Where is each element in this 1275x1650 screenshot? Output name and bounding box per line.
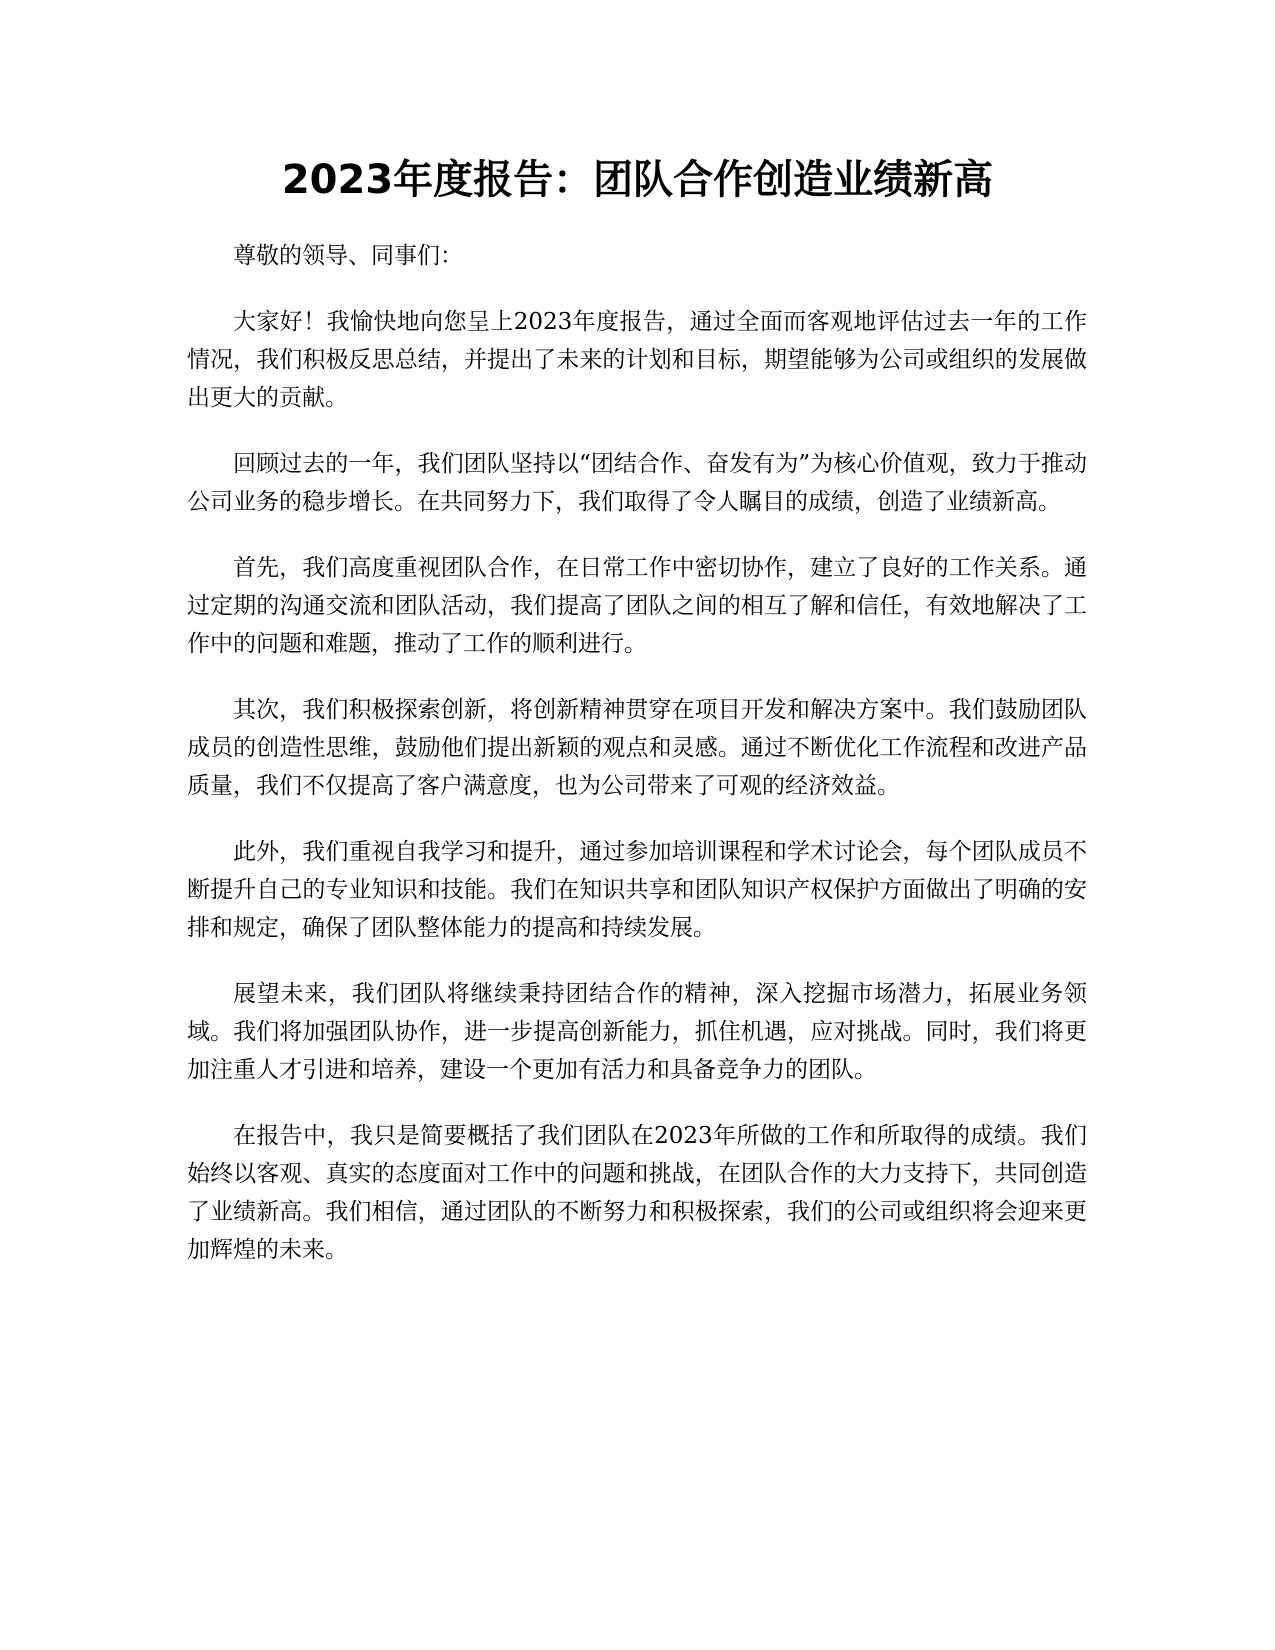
- body-paragraph: 展望未来，我们团队将继续秉持团结合作的精神，深入挖掘市场潜力，拓展业务领域。我们将加强团队协作，进一步提高创新能力，抓住机遇，应对挑战。同时，我们将更加注重人才引进和培养，建设一个更加有活力和具备竞争力的团队。: [187, 981, 1087, 1083]
- salutation-paragraph: 尊敬的领导、同事们：: [233, 243, 463, 269]
- closing-paragraph: 在报告中，我只是简要概括了我们团队在2023年所做的工作和所取得的成绩。我们始终以客观、真实的态度面对工作中的问题和挑战，在团队合作的大力支持下，共同创造了业绩新高。我们相信，通过团队的不断努力和积极探索，我们的公司或组织将会迎来更加辉煌的未来。: [187, 1123, 1087, 1263]
- body-paragraph: 此外，我们重视自我学习和提升，通过参加培训课程和学术讨论会，每个团队成员不断提升自己的专业知识和技能。我们在知识共享和团队知识产权保护方面做出了明确的安排和规定，确保了团队整体能力的提高和持续发展。: [187, 839, 1087, 941]
- body-paragraph: 大家好！我愉快地向您呈上2023年度报告，通过全面而客观地评估过去一年的工作情况，我们积极反思总结，并提出了未来的计划和目标，期望能够为公司或组织的发展做出更大的贡献。: [187, 309, 1087, 411]
- body-paragraph: 其次，我们积极探索创新，将创新精神贯穿在项目开发和解决方案中。我们鼓励团队成员的创造性思维，鼓励他们提出新颖的观点和灵感。通过不断优化工作流程和改进产品质量，我们不仅提高了客户满意度，也为公司带来了可观的经济效益。: [187, 697, 1087, 799]
- body-paragraph: 回顾过去的一年，我们团队坚持以“团结合作、奋发有为”为核心价值观，致力于推动公司业务的稳步增长。在共同努力下，我们取得了令人瞩目的成绩，创造了业绩新高。: [187, 451, 1087, 515]
- document-title: 2023年度报告：团队合作创造业绩新高: [281, 157, 994, 203]
- document-body: [187, 237, 1087, 1297]
- body-paragraph: 首先，我们高度重视团队合作，在日常工作中密切协作，建立了良好的工作关系。通过定期的沟通交流和团队活动，我们提高了团队之间的相互了解和信任，有效地解决了工作中的问题和难题，推动了工作的顺利进行。: [187, 555, 1087, 657]
